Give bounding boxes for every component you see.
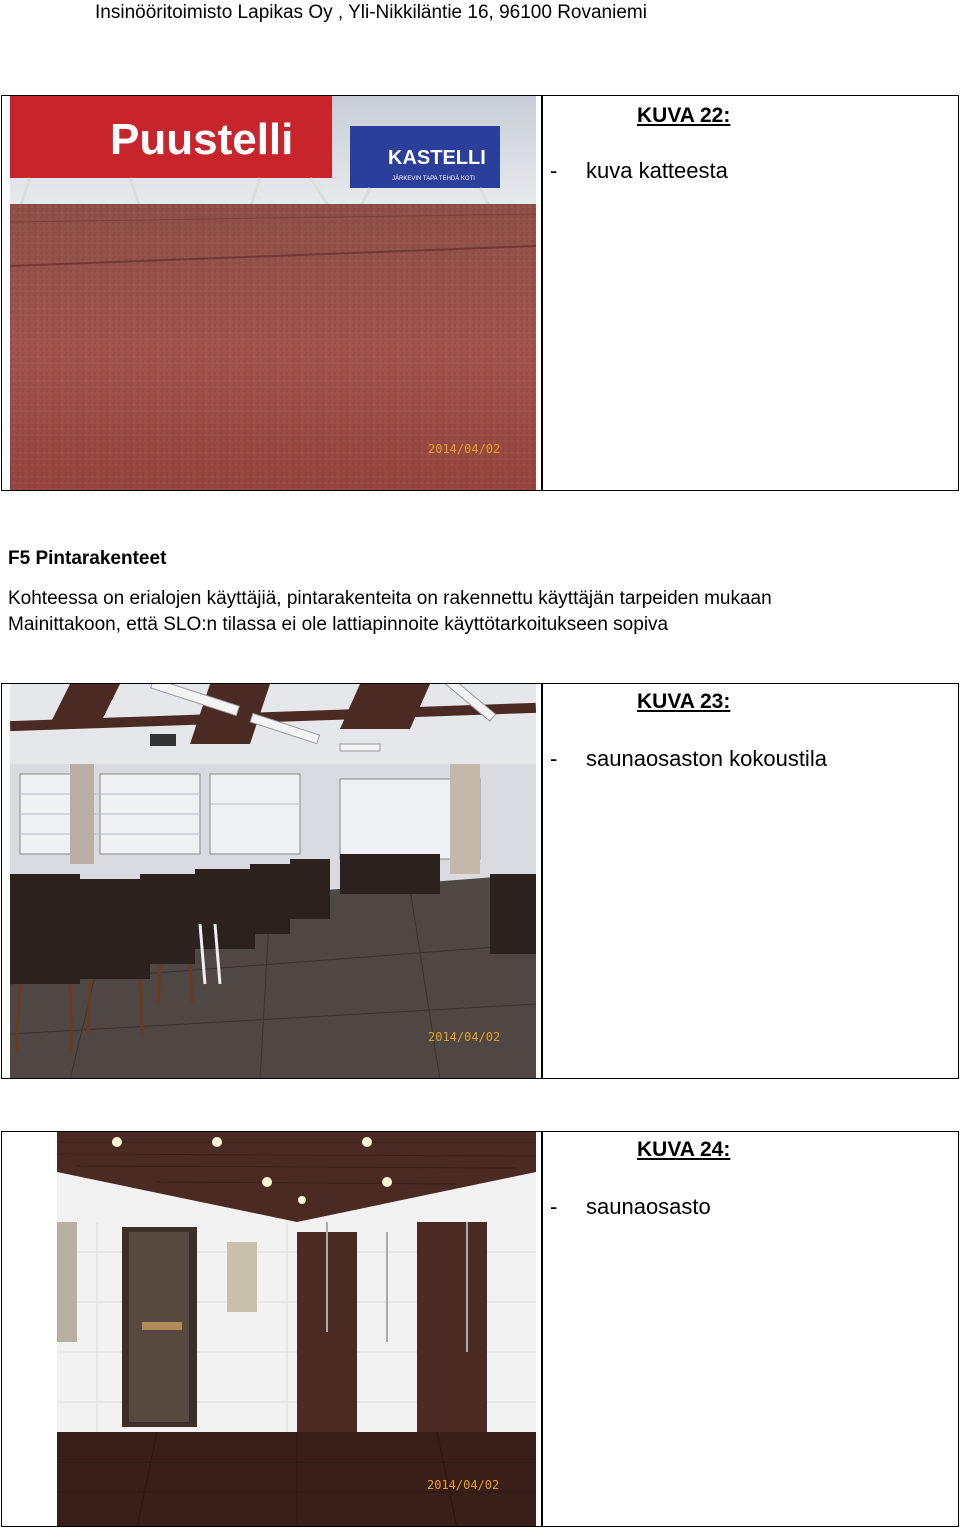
section-title: F5 Pintarakenteet [8, 548, 167, 569]
kastelli-sign-text: KASTELLI [388, 147, 486, 169]
caption-text: saunaosaston kokoustila [586, 746, 827, 771]
figure-title: KUVA 23: [637, 690, 731, 713]
section-paragraph-line: Kohteessa on erialojen käyttäjiä, pintarakenteita on rakennettu käyttäjän tarpeiden mukaan [8, 588, 772, 609]
meeting-room-photo [10, 684, 536, 1078]
document-header: Insinööritoimisto Lapikas Oy , Yli-Nikkiläntie 16, 96100 Rovaniemi [95, 2, 647, 23]
sauna-photo [57, 1132, 536, 1526]
kastelli-slogan-text: JÄRKEVIN TAPA TEHDÄ KOTI [392, 176, 475, 182]
bullet-dash: - [550, 1194, 558, 1219]
figure-divider [541, 96, 543, 490]
figure-caption-item [550, 1194, 711, 1220]
figure-caption-item [550, 746, 827, 772]
photo-date-stamp: 2014/04/02 [427, 1478, 500, 1492]
bullet-dash: - [550, 158, 558, 183]
figure-caption-item [550, 158, 728, 184]
photo-date-stamp: 2014/04/02 [428, 1030, 501, 1044]
figure-23-frame [1, 683, 959, 1079]
figure-22-frame [1, 95, 959, 491]
caption-text: saunaosasto [586, 1194, 711, 1219]
roof-photo [10, 96, 536, 490]
photo-date-stamp: 2014/04/02 [428, 442, 501, 456]
figure-title: KUVA 22: [637, 104, 731, 127]
figure-24-frame [1, 1131, 959, 1527]
figure-divider [541, 684, 543, 1078]
bullet-dash: - [550, 746, 558, 771]
caption-text: kuva katteesta [586, 158, 728, 183]
figure-divider [541, 1132, 543, 1526]
puustelli-sign-text: Puustelli [110, 115, 294, 164]
figure-title: KUVA 24: [637, 1138, 731, 1161]
section-paragraph-line: Mainittakoon, että SLO:n tilassa ei ole lattiapinnoite käyttötarkoitukseen sopiva [8, 614, 669, 635]
